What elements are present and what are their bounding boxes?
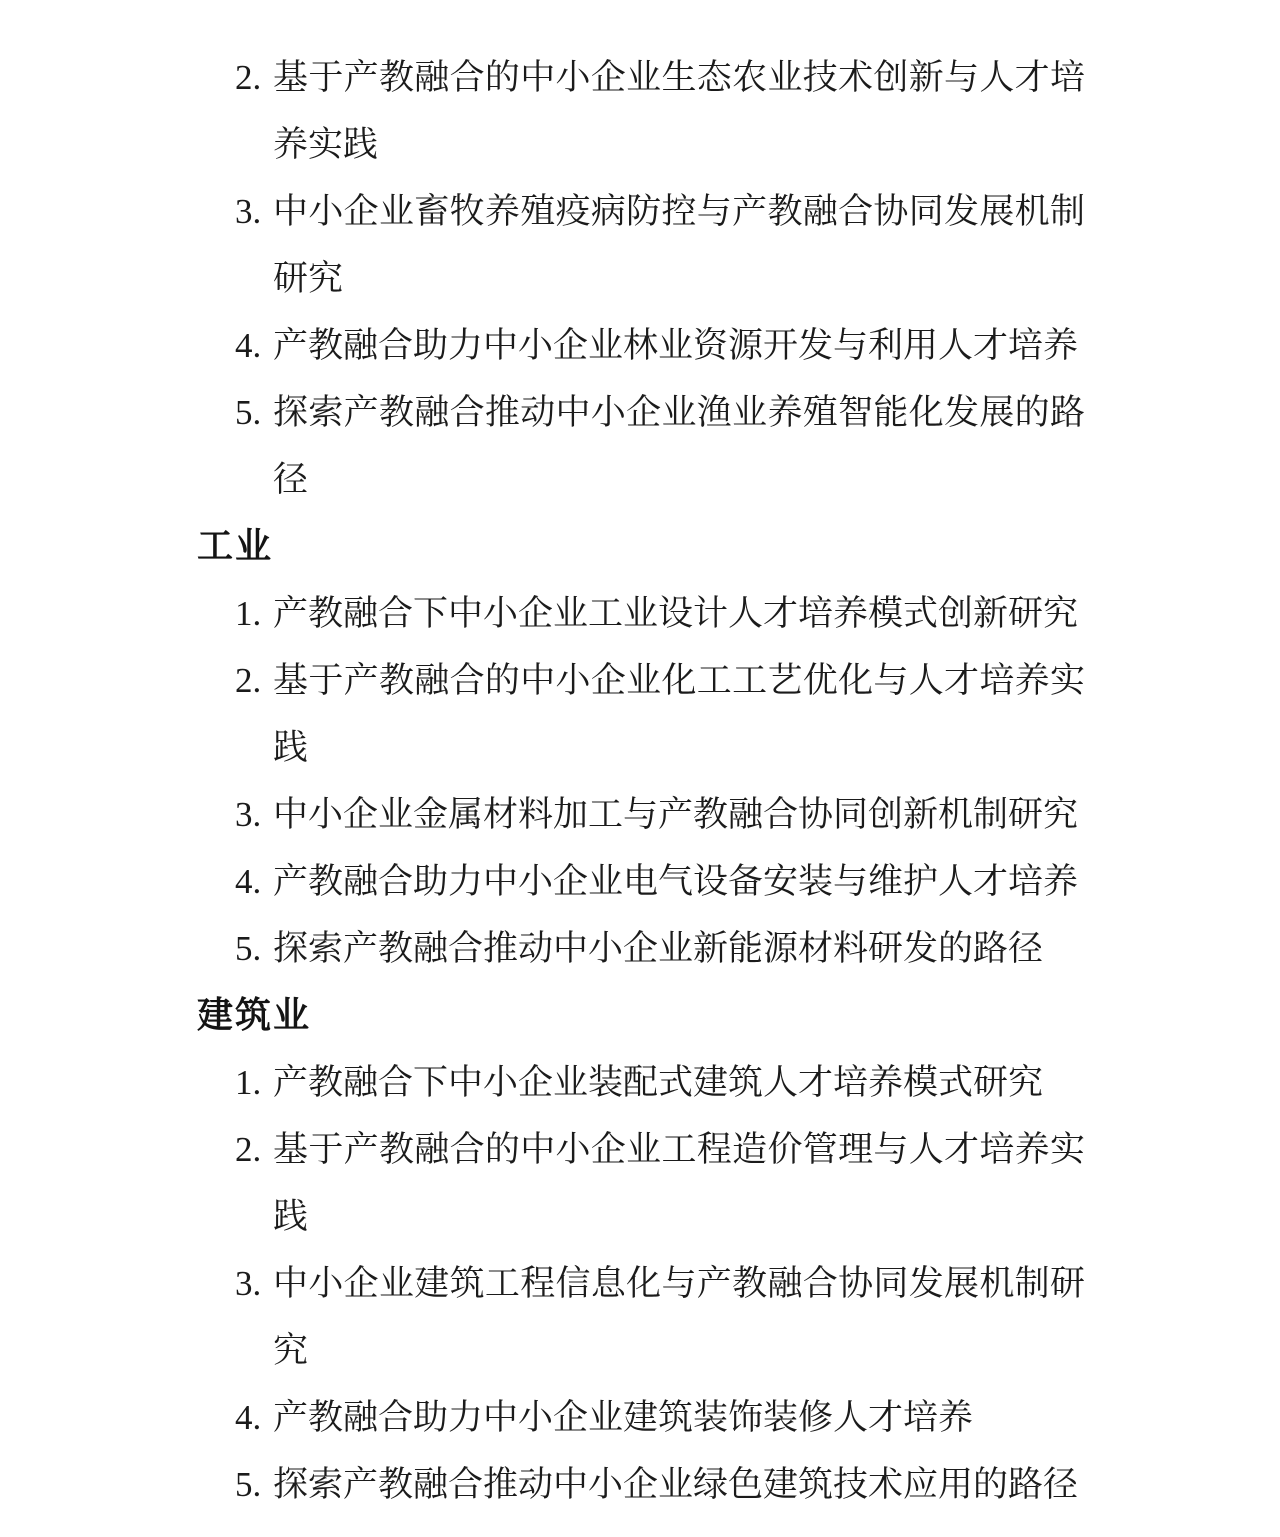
list-item xyxy=(235,44,1280,178)
item-number: 3. xyxy=(235,1264,262,1303)
industry-section xyxy=(0,44,1280,513)
topic-items xyxy=(0,580,1280,982)
topic-items xyxy=(0,1049,1280,1518)
item-text: 基于产教融合的中小企业工程造价管理与人才培养实践 xyxy=(273,1130,1085,1236)
list-item xyxy=(235,1384,1280,1451)
item-text: 基于产教融合的中小企业生态农业技术创新与人才培养实践 xyxy=(273,58,1085,164)
item-text: 产教融合助力中小企业电气设备安装与维护人才培养 xyxy=(273,862,1079,901)
item-number: 5. xyxy=(235,393,262,432)
item-number: 1. xyxy=(235,1063,262,1102)
item-number: 4. xyxy=(235,1398,262,1437)
item-number: 2. xyxy=(235,1130,262,1169)
item-text: 探索产教融合推动中小企业渔业养殖智能化发展的路径 xyxy=(273,393,1085,499)
list-item xyxy=(235,781,1280,848)
item-text: 产教融合下中小企业工业设计人才培养模式创新研究 xyxy=(273,594,1079,633)
item-text: 探索产教融合推动中小企业绿色建筑技术应用的路径 xyxy=(273,1465,1079,1504)
topic-list xyxy=(0,44,1280,1518)
section-heading: 建筑业 xyxy=(197,995,312,1035)
list-item xyxy=(235,1451,1280,1518)
list-item xyxy=(235,1116,1280,1250)
list-item xyxy=(235,915,1280,982)
section-heading: 工业 xyxy=(197,526,274,566)
item-number: 3. xyxy=(235,192,262,231)
list-item xyxy=(235,312,1280,379)
item-text: 中小企业建筑工程信息化与产教融合协同发展机制研究 xyxy=(273,1264,1085,1370)
list-item xyxy=(235,379,1280,513)
item-number: 2. xyxy=(235,661,262,700)
industry-section xyxy=(0,982,1280,1518)
item-text: 产教融合下中小企业装配式建筑人才培养模式研究 xyxy=(273,1063,1044,1102)
industry-section xyxy=(0,513,1280,982)
item-text: 中小企业畜牧养殖疫病防控与产教融合协同发展机制研究 xyxy=(273,192,1085,298)
item-text: 中小企业金属材料加工与产教融合协同创新机制研究 xyxy=(273,795,1079,834)
topic-items xyxy=(0,44,1280,513)
list-item xyxy=(235,580,1280,647)
list-item xyxy=(235,1250,1280,1384)
list-item xyxy=(235,1049,1280,1116)
list-item xyxy=(235,647,1280,781)
item-number: 5. xyxy=(235,929,262,968)
item-number: 2. xyxy=(235,58,262,97)
item-number: 1. xyxy=(235,594,262,633)
item-number: 3. xyxy=(235,795,262,834)
item-text: 探索产教融合推动中小企业新能源材料研发的路径 xyxy=(273,929,1044,968)
item-text: 产教融合助力中小企业建筑装饰装修人才培养 xyxy=(273,1398,974,1437)
list-item xyxy=(235,848,1280,915)
item-number: 4. xyxy=(235,326,262,365)
item-number: 4. xyxy=(235,862,262,901)
list-item xyxy=(235,178,1280,312)
item-text: 基于产教融合的中小企业化工工艺优化与人才培养实践 xyxy=(273,661,1085,767)
item-text: 产教融合助力中小企业林业资源开发与利用人才培养 xyxy=(273,326,1079,365)
item-number: 5. xyxy=(235,1465,262,1504)
